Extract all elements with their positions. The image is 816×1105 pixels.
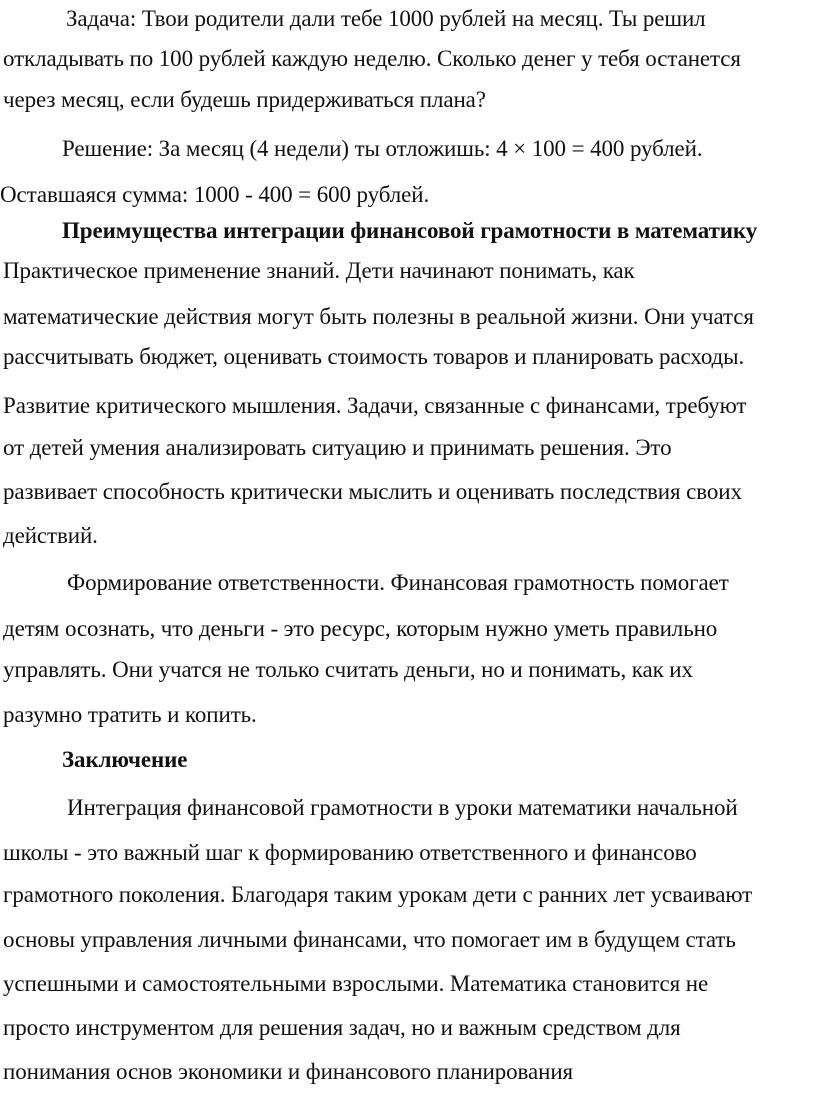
advantages-p2-line-1: Формирование ответственности. Финансовая грамотность помогает: [67, 570, 729, 595]
advantages-p1-line-2: математические действия могут быть полезны в реальной жизни. Они учатся: [3, 304, 754, 329]
advantages-p1-line-7: действий.: [3, 523, 98, 548]
task-line-1: Задача: Твои родители дали тебе 1000 рублей на месяц. Ты решил: [66, 6, 706, 31]
advantages-p1-line-6: развивает способность критически мыслить и оценивать последствия своих: [3, 479, 742, 504]
advantages-p1-line-5: от детей умения анализировать ситуацию и принимать решения. Это: [3, 435, 672, 460]
conclusion-line-5: успешными и самостоятельными взрослыми. Математика становится не: [3, 971, 709, 996]
advantages-p1-line-1: Практическое применение знаний. Дети начинают понимать, как: [3, 258, 635, 283]
conclusion-line-6: просто инструментом для решения задач, но и важным средством для: [3, 1015, 681, 1040]
task-line-2: откладывать по 100 рублей каждую неделю. Сколько денег у тебя останется: [3, 46, 741, 71]
task-line-3: через месяц, если будешь придерживаться плана?: [3, 87, 486, 112]
conclusion-line-7: понимания основ экономики и финансового планирования: [3, 1059, 574, 1084]
advantages-p2-line-2: детям осознать, что деньги - это ресурс, которым нужно уметь правильно: [3, 616, 718, 641]
conclusion-line-2: школы - это важный шаг к формированию ответственного и финансово: [3, 840, 697, 865]
conclusion-line-3: грамотного поколения. Благодаря таким урокам дети с ранних лет усваивают: [3, 882, 753, 907]
advantages-p2-line-4: разумно тратить и копить.: [3, 702, 257, 727]
advantages-heading: Преимущества интеграции финансовой грамотности в математику: [62, 218, 758, 243]
solution-line-2: Оставшаяся сумма: 1000 - 400 = 600 рублей.: [0, 182, 430, 207]
advantages-p2-line-3: управлять. Они учатся не только считать деньги, но и понимать, как их: [3, 657, 693, 682]
advantages-p1-line-3: рассчитывать бюджет, оценивать стоимость товаров и планировать расходы.: [3, 344, 745, 369]
solution-line-1: Решение: За месяц (4 недели) ты отложишь: 4 × 100 = 400 рублей.: [62, 136, 703, 161]
conclusion-heading: Заключение: [62, 747, 188, 772]
advantages-p1-line-4: Развитие критического мышления. Задачи, связанные с финансами, требуют: [3, 393, 747, 418]
conclusion-line-1: Интеграция финансовой грамотности в уроки математики начальной: [67, 795, 738, 820]
conclusion-line-4: основы управления личными финансами, что помогает им в будущем стать: [3, 927, 736, 952]
